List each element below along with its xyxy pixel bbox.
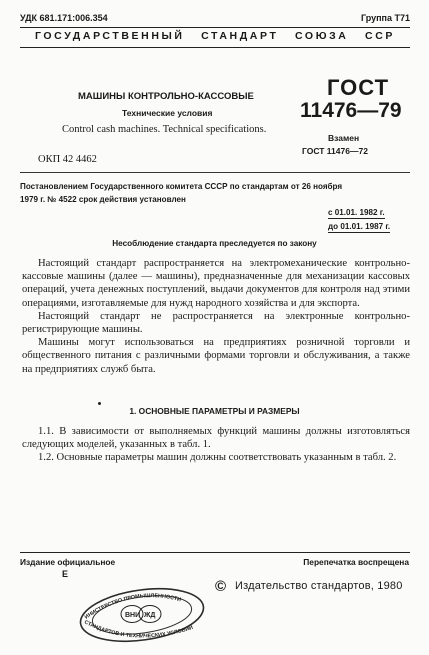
paragraph: Машины могут использоваться на предприятиях розничной торговли и общественного питания с различными формами торговли и обслуживания, а также на предприятиях служб быта. — [22, 337, 410, 375]
decree-line-1: Постановлением Государственного комитета СССР по стандартам от 26 ноября — [20, 182, 343, 191]
replaces-label: Взамен — [328, 133, 360, 143]
udk-code: УДК 681.171:006.354 — [20, 13, 108, 23]
standard-title-english: Control cash machines. Technical specifications. — [62, 124, 267, 135]
edition-letter: Е — [62, 569, 69, 579]
validity-to: до 01.01. 1987 г. — [328, 222, 391, 231]
standard-title: МАШИНЫ КОНТРОЛЬНО-КАССОВЫЕ — [78, 91, 254, 102]
gost-label: ГОСТ — [327, 75, 390, 100]
law-warning: Несоблюдение стандарта преследуется по закону — [112, 239, 317, 248]
okp-code: ОКП 42 4462 — [38, 154, 97, 165]
stamp-emblem — [121, 606, 161, 623]
clause-1-2: 1.2. Основные параметры машин должны соответствовать указанным в табл. 2. — [38, 452, 397, 464]
gost-number: 11476—79 — [300, 99, 402, 122]
section-text — [22, 425, 410, 465]
section-heading: 1. ОСНОВНЫЕ ПАРАМЕТРЫ И РАЗМЕРЫ — [129, 406, 300, 416]
paragraph: Настоящий стандарт не распространяется на электронные контрольно-регистрирующие машины. — [22, 310, 410, 336]
bullet-mark — [98, 402, 101, 405]
svg-text:ВНИ: ВНИ — [125, 612, 141, 619]
banner-rule — [20, 47, 410, 48]
replaces-value: ГОСТ 11476—72 — [302, 146, 368, 156]
clause-1-1: 1.1. В зависимости от выполняемых функций машины должны изготовляться следующих моделей, указанных в табл. 1. — [22, 426, 410, 451]
state-standard-banner: ГОСУДАРСТВЕННЫЙ СТАНДАРТ СОЮЗА ССР — [34, 30, 396, 42]
intro-text — [22, 257, 410, 376]
validity-from: с 01.01. 1982 г. — [328, 208, 385, 217]
library-stamp — [76, 585, 208, 643]
copyright-symbol: © — [215, 578, 227, 595]
footer-rule — [20, 552, 410, 553]
standard-subtitle: Технические условия — [122, 108, 213, 118]
paragraph: Настоящий стандарт распространяется на электромеханические контрольно-кассовые машины (далее — машины), предназначенные для механизации кассовых операций, учета денежных поступлений, выдачи документов для контроля над этими операциями, изготавляемые для нужд народного хозяйства и для экспорта. — [22, 258, 410, 309]
decree-line-2: 1979 г. № 4522 срок действия установлен — [20, 195, 186, 204]
top-rule — [20, 27, 410, 28]
group-code: Группа Т71 — [360, 13, 410, 23]
svg-text:ЖД: ЖД — [144, 612, 156, 619]
stamp-top-text: ИНИСТЕРСТВО ПРОМЫШЛЕННОСТИ — [83, 593, 182, 621]
stamp-bottom-text: СТАНДАРТОВ И ТЕХНИЧЕСКИХ УСЛОВИЙ — [83, 619, 194, 640]
reprint-forbidden: Перепечатка воспрещена — [303, 557, 409, 567]
publisher-copyright: Издательство стандартов, 1980 — [235, 580, 403, 592]
official-edition: Издание официальное — [20, 557, 116, 567]
title-divider — [20, 172, 410, 173]
